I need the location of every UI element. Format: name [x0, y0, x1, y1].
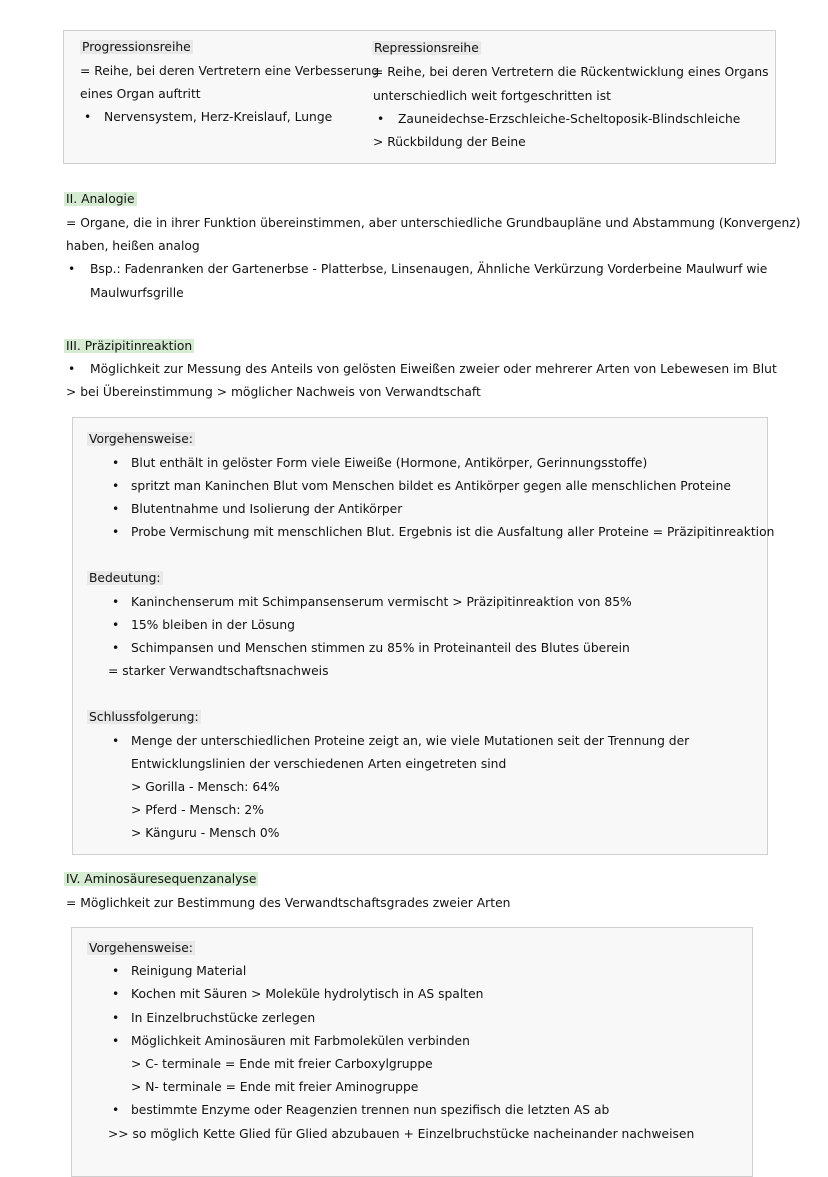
aminosaeure-item: Möglichkeit Aminosäuren mit Farbmolekülen verbinden [131, 1034, 470, 1048]
repressionsreihe-heading: Repressionsreihe [374, 41, 479, 55]
bullet-icon: • [112, 595, 120, 609]
bullet-icon: • [112, 618, 120, 632]
repressionsreihe-after: > Rückbildung der Beine [373, 135, 526, 149]
repressionsreihe-bullet: Zauneidechse-Erzschleiche-Scheltoposik-Blindschleiche [398, 112, 741, 126]
bullet-icon: • [84, 110, 92, 124]
bedeutung-item: Kaninchenserum mit Schimpansenserum vermischt > Präzipitinreaktion von 85% [131, 595, 632, 609]
bullet-icon: • [112, 1103, 120, 1117]
bedeutung-item: Schimpansen und Menschen stimmen zu 85% in Proteinanteil des Blutes überein [131, 641, 630, 655]
bullet-icon: • [377, 112, 385, 126]
progressionsreihe-heading: Progressionsreihe [82, 40, 191, 54]
vorgehen-item: spritzt man Kaninchen Blut vom Menschen bildet es Antikörper gegen alle menschlichen Proteine [131, 479, 731, 493]
aminosaeure-line: = Möglichkeit zur Bestimmung des Verwandtschaftsgrades zweier Arten [66, 896, 511, 910]
bullet-icon: • [68, 262, 76, 276]
bedeutung-item: 15% bleiben in der Lösung [131, 618, 295, 632]
analogie-line: haben, heißen analog [66, 239, 200, 253]
schluss-bullet: Menge der unterschiedlichen Proteine zeigt an, wie viele Mutationen seit der Trennung der [131, 734, 690, 748]
praezipitin-heading: III. Präzipitinreaktion [66, 339, 193, 353]
bullet-icon: • [112, 456, 120, 470]
bullet-icon: • [112, 734, 120, 748]
aminosaeure-item: bestimmte Enzyme oder Reagenzien trennen nun spezifisch die letzten AS ab [131, 1103, 610, 1117]
analogie-bullet: Maulwurfsgrille [90, 286, 184, 300]
aminosaeure-final: >> so möglich Kette Glied für Glied abzubauen + Einzelbruchstücke nacheinander nachweisen [108, 1127, 695, 1141]
vorgehen-item: Blut enthält in gelöster Form viele Eiweiße (Hormone, Antikörper, Gerinnungsstoffe) [131, 456, 648, 470]
praezipitin-bullet: Möglichkeit zur Messung des Anteils von gelösten Eiweißen zweier oder mehrerer Arten von Lebewesen im Blut [90, 362, 777, 376]
bullet-icon: • [112, 479, 120, 493]
bedeutung-result: = starker Verwandtschaftsnachweis [108, 664, 329, 678]
repressionsreihe-line: unterschiedlich weit fortgeschritten ist [373, 89, 611, 103]
bullet-icon: • [112, 1011, 120, 1025]
vorgehen-heading: Vorgehensweise: [89, 432, 193, 446]
schluss-result: > Gorilla - Mensch: 64% [131, 780, 280, 794]
bullet-icon: • [112, 987, 120, 1001]
bullet-icon: • [112, 502, 120, 516]
bullet-icon: • [112, 964, 120, 978]
progressionsreihe-bullet: Nervensystem, Herz-Kreislauf, Lunge [104, 110, 333, 124]
progressionsreihe-line: = Reihe, bei deren Vertretern eine Verbesserung [80, 64, 380, 78]
analogie-line: = Organe, die in ihrer Funktion übereinstimmen, aber unterschiedliche Grundbaupläne und Abstammung (Konvergenz) [66, 216, 801, 230]
aminosaeure-item: Reinigung Material [131, 964, 247, 978]
bullet-icon: • [112, 641, 120, 655]
aminosaeure-item: In Einzelbruchstücke zerlegen [131, 1011, 316, 1025]
bedeutung-heading: Bedeutung: [89, 571, 161, 585]
schluss-bullet: Entwicklungslinien der verschiedenen Arten eingetreten sind [131, 757, 507, 771]
vorgehen-item: Probe Vermischung mit menschlichen Blut. Ergebnis ist die Ausfaltung aller Proteine = Präzipitinreaktion [131, 525, 775, 539]
progressionsreihe-line: eines Organ auftritt [80, 87, 201, 101]
bullet-icon: • [68, 362, 76, 376]
aminosaeure-heading: IV. Aminosäuresequenzanalyse [66, 872, 257, 886]
schluss-result: > Känguru - Mensch 0% [131, 826, 280, 840]
analogie-bullet: Bsp.: Fadenranken der Gartenerbse - Platterbse, Linsenaugen, Ähnliche Verkürzung Vorderbeine Maulwurf wie [90, 262, 768, 276]
bullet-icon: • [112, 1034, 120, 1048]
aminosaeure-subitem: > C- terminale = Ende mit freier Carboxylgruppe [131, 1057, 433, 1071]
schluss-heading: Schlussfolgerung: [89, 710, 199, 724]
schluss-result: > Pferd - Mensch: 2% [131, 803, 264, 817]
vorgehen-item: Blutentnahme und Isolierung der Antikörper [131, 502, 403, 516]
repressionsreihe-line: = Reihe, bei deren Vertretern die Rückentwicklung eines Organs [373, 65, 769, 79]
aminosaeure-item: Kochen mit Säuren > Moleküle hydrolytisch in AS spalten [131, 987, 484, 1001]
bullet-icon: • [112, 525, 120, 539]
aminosaeure-subitem: > N- terminale = Ende mit freier Aminogruppe [131, 1080, 419, 1094]
praezipitin-after: > bei Übereinstimmung > möglicher Nachweis von Verwandtschaft [66, 385, 481, 399]
aminosaeure-vorgehen-heading: Vorgehensweise: [89, 941, 193, 955]
analogie-heading: II. Analogie [66, 192, 135, 206]
